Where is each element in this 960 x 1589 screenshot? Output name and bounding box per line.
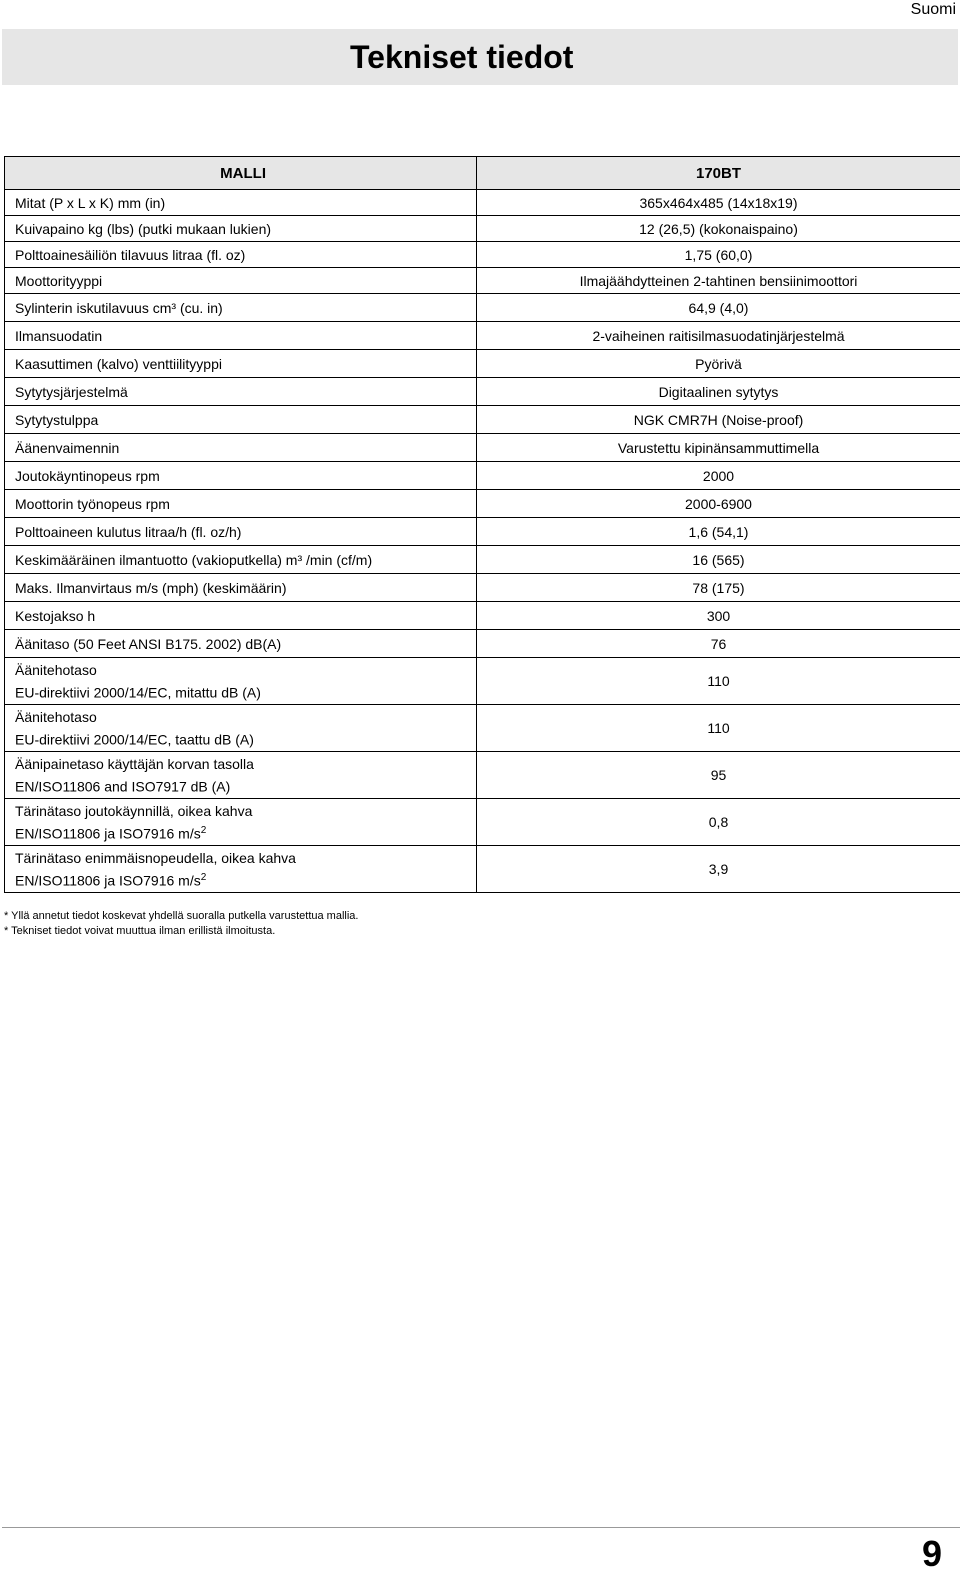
- spec-value: 2-vaiheinen raitisilmasuodatinjärjestelmä: [477, 322, 960, 350]
- table-row: [5, 216, 960, 242]
- spec-label-line-2: [15, 821, 466, 844]
- table-row: [5, 294, 960, 322]
- model-header-value: 170BT: [477, 157, 960, 190]
- spec-label-line-2: [15, 868, 466, 891]
- table-row: [5, 268, 960, 294]
- spec-label: Moottorin työnopeus rpm: [5, 490, 477, 518]
- spec-label-line-1: Äänitehotaso: [15, 708, 97, 725]
- spec-label-line-1: Äänipainetaso käyttäjän korvan tasolla: [15, 755, 254, 772]
- spec-label: Kuivapaino kg (lbs) (putki mukaan lukien): [5, 216, 477, 242]
- spec-value: 2000-6900: [477, 490, 960, 518]
- page-number: 9: [921, 1533, 942, 1574]
- spec-value: Varustettu kipinänsammuttimella: [477, 434, 960, 462]
- spec-label: Maks. Ilmanvirtaus m/s (mph) (keskimäärin): [5, 574, 477, 602]
- spec-value: 365x464x485 (14x18x19): [477, 190, 960, 216]
- spec-label-line-1: Tärinätaso enimmäisnopeudella, oikea kahva: [15, 849, 296, 866]
- spec-label: Moottorityyppi: [5, 268, 477, 294]
- spec-value: 64,9 (4,0): [477, 294, 960, 322]
- table-row: [5, 846, 960, 893]
- spec-value: NGK CMR7H (Noise-proof): [477, 406, 960, 434]
- table-row: [5, 574, 960, 602]
- unit-superscript: 2: [200, 871, 207, 883]
- spec-label-line-2: [15, 680, 466, 703]
- page-title: Tekniset tiedot: [350, 39, 574, 75]
- spec-label: Äänitaso (50 Feet ANSI B175. 2002) dB(A): [5, 630, 477, 658]
- spec-value: 300: [477, 602, 960, 630]
- spec-label-text: EU-direktiivi 2000/14/EC, taattu dB (A): [15, 731, 254, 748]
- spec-label: [5, 846, 477, 893]
- table-row: [5, 378, 960, 406]
- table-row: [5, 350, 960, 378]
- spec-label-line-2: [15, 774, 466, 797]
- footnote-2: * Tekniset tiedot voivat muuttua ilman erillistä ilmoitusta.: [4, 925, 276, 937]
- spec-value: 78 (175): [477, 574, 960, 602]
- spec-label: Mitat (P x L x K) mm (in): [5, 190, 477, 216]
- spec-label: Kaasuttimen (kalvo) venttiilityyppi: [5, 350, 477, 378]
- footnotes: [4, 909, 358, 939]
- table-row: [5, 602, 960, 630]
- table-row: [5, 546, 960, 574]
- spec-label-line-1: Tärinätaso joutokäynnillä, oikea kahva: [15, 802, 253, 819]
- language-label: Suomi: [910, 1, 956, 18]
- table-row: [5, 518, 960, 546]
- spec-label: Sylinterin iskutilavuus cm³ (cu. in): [5, 294, 477, 322]
- spec-label: Kestojakso h: [5, 602, 477, 630]
- spec-label-line-2: [15, 727, 466, 750]
- unit-superscript: 2: [200, 824, 207, 836]
- table-row: [5, 490, 960, 518]
- spec-label: Joutokäyntinopeus rpm: [5, 462, 477, 490]
- spec-label: [5, 752, 477, 799]
- spec-label: Polttoaineen kulutus litraa/h (fl. oz/h): [5, 518, 477, 546]
- spec-label: [5, 799, 477, 846]
- spec-value: Pyörivä: [477, 350, 960, 378]
- spec-label-line-1: Äänitehotaso: [15, 661, 97, 678]
- table-row: [5, 630, 960, 658]
- spec-value: 16 (565): [477, 546, 960, 574]
- table-row: [5, 242, 960, 268]
- spec-label: Sytytystulppa: [5, 406, 477, 434]
- spec-label-text: EN/ISO11806 and ISO7917 dB (A): [15, 778, 231, 795]
- spec-value: Digitaalinen sytytys: [477, 378, 960, 406]
- spec-value: 0,8: [477, 799, 960, 846]
- spec-value: 12 (26,5) (kokonaispaino): [477, 216, 960, 242]
- spec-label: [5, 705, 477, 752]
- spec-value: 110: [477, 705, 960, 752]
- spec-label: Ilmansuodatin: [5, 322, 477, 350]
- table-row: [5, 658, 960, 705]
- spec-label: [5, 658, 477, 705]
- table-row: [5, 462, 960, 490]
- table-row: [5, 406, 960, 434]
- spec-value: 3,9: [477, 846, 960, 893]
- spec-label: Sytytysjärjestelmä: [5, 378, 477, 406]
- table-row: [5, 752, 960, 799]
- table-header-row: [5, 157, 960, 190]
- footer-divider: [2, 1527, 960, 1528]
- spec-label-text: EN/ISO11806 ja ISO7916 m/s: [15, 825, 201, 842]
- spec-value: 110: [477, 658, 960, 705]
- table-row: [5, 799, 960, 846]
- spec-value: Ilmajäähdytteinen 2-tahtinen bensiinimoottori: [477, 268, 960, 294]
- spec-value: 76: [477, 630, 960, 658]
- spec-value: 95: [477, 752, 960, 799]
- spec-value: 1,75 (60,0): [477, 242, 960, 268]
- spec-table: [4, 156, 960, 893]
- spec-label-text: EN/ISO11806 ja ISO7916 m/s: [15, 872, 201, 889]
- spec-label-text: EU-direktiivi 2000/14/EC, mitattu dB (A): [15, 684, 261, 701]
- table-row: [5, 190, 960, 216]
- table-row: [5, 434, 960, 462]
- spec-label: Polttoainesäiliön tilavuus litraa (fl. oz): [5, 242, 477, 268]
- spec-value: 2000: [477, 462, 960, 490]
- table-row: [5, 705, 960, 752]
- spec-label: Keskimääräinen ilmantuotto (vakioputkella) m³ /min (cf/m): [5, 546, 477, 574]
- model-header-label: MALLI: [5, 157, 477, 190]
- spec-value: 1,6 (54,1): [477, 518, 960, 546]
- footnote-1: * Yllä annetut tiedot koskevat yhdellä suoralla putkella varustettua mallia.: [4, 910, 359, 922]
- spec-label: Äänenvaimennin: [5, 434, 477, 462]
- table-row: [5, 322, 960, 350]
